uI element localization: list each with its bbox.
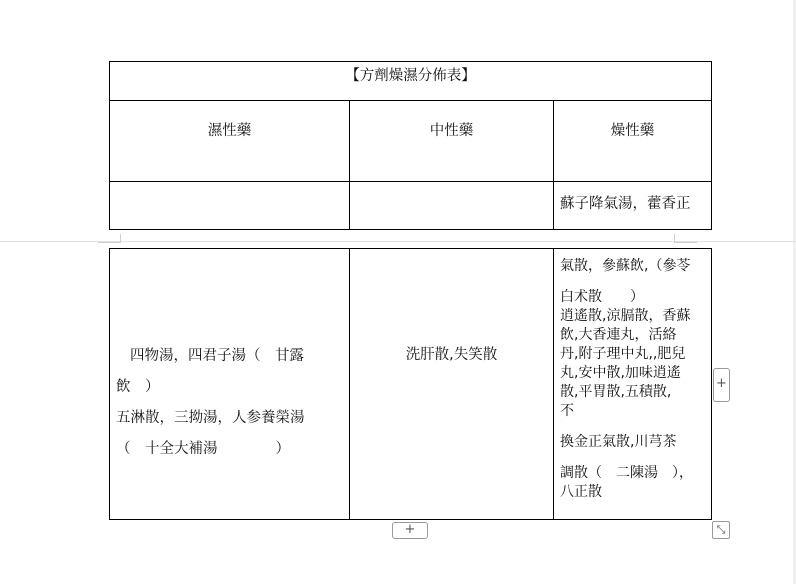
dry-b-1: 逍遙散,涼膈散，香蘇 [560, 308, 691, 324]
formula-table-top [109, 61, 712, 230]
header-dry[interactable]: 燥性藥 [554, 101, 712, 182]
wet-line-2: 飲 ） [116, 379, 160, 395]
cell-dry-formulas[interactable] [554, 249, 712, 520]
crop-mark-left [98, 234, 121, 243]
add-column-button[interactable] [713, 368, 730, 402]
cell-dry-row3[interactable]: 蘇子降氣湯，藿香正 [554, 182, 712, 230]
dry-b-6: 不 [560, 403, 574, 419]
wet-line-4: （ 十全大補湯 ） [116, 441, 290, 457]
cell-neutral-formulas[interactable] [350, 249, 554, 520]
plus-icon: + [404, 522, 416, 537]
cell-wet-formulas[interactable] [110, 249, 350, 520]
cell-wet-empty[interactable] [110, 182, 350, 230]
plus-icon: + [716, 376, 727, 391]
cell-neutral-empty[interactable] [350, 182, 554, 230]
table-title: 【方劑燥濕分佈表】 [345, 68, 476, 84]
dry-c-1: 換金正氣散,川芎茶 [560, 434, 677, 450]
header-wet[interactable]: 濕性藥 [110, 101, 350, 182]
wet-line-3: 五淋散，三拗湯，人参養榮湯 [116, 410, 305, 426]
neutral-text: 洗肝散,失笑散 [405, 347, 498, 363]
dry-b-2: 飲,大香連丸，活絡 [560, 327, 677, 343]
dry-a-2: 白术散 ） [560, 289, 644, 305]
dry-b-4: 丸,安中散,加味逍遙 [560, 365, 681, 381]
wet-line-1: 四物湯，四君子湯（ 甘露 [130, 348, 304, 364]
add-row-button[interactable] [392, 522, 428, 539]
formula-table-bottom [109, 248, 712, 520]
table-title-cell[interactable] [110, 62, 712, 101]
crop-mark-right [674, 234, 697, 243]
resize-icon: ⤡ [716, 523, 726, 536]
header-neutral[interactable]: 中性藥 [350, 101, 554, 182]
dry-c-2: 調散（ 二陳湯 ）， [560, 465, 693, 481]
table-resize-handle[interactable] [712, 521, 730, 539]
dry-b-5: 散,平胃散,五積散, [560, 384, 672, 400]
dry-b-3: 丹,附子理中丸,,肥兒 [560, 346, 686, 362]
dry-a-1: 氣散，參蘇飲,（參苓 [560, 258, 691, 274]
dry-c-3: 八正散 [560, 484, 602, 500]
